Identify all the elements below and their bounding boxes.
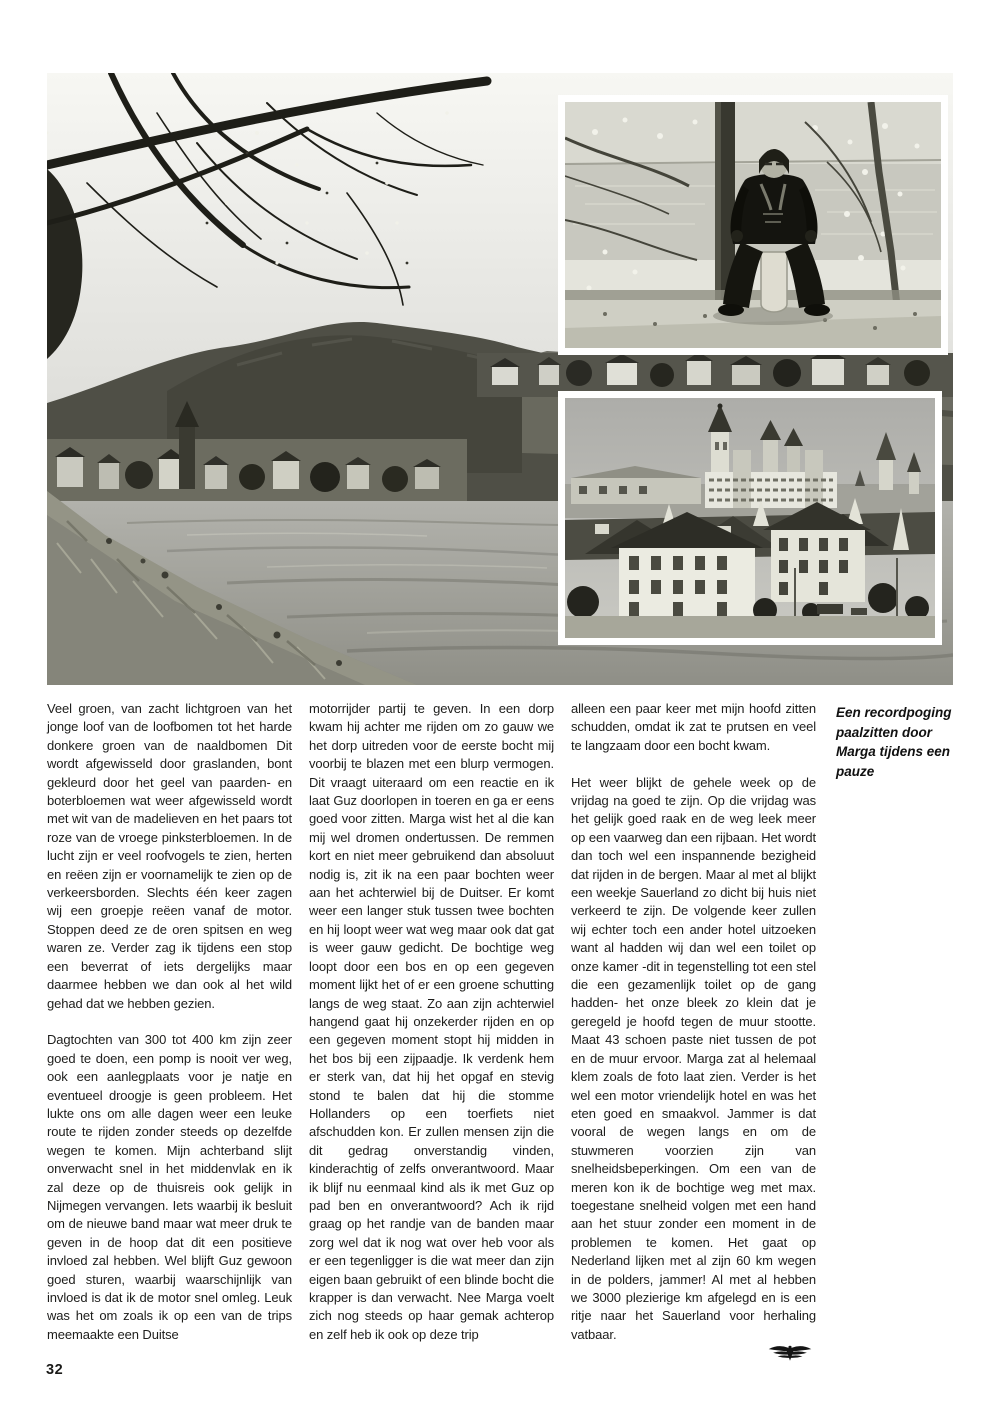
- marga-photo-art: [565, 102, 941, 348]
- page-number: 32: [46, 1362, 64, 1378]
- inset-photo-town: [558, 391, 942, 645]
- body-paragraph: Veel groen, van zacht lichtgroen van het jonge loof van de loofbomen tot het harde donkere groen van de naaldbomen Dit wordt afgewisseld door graslanden, bont gekleurd door het geel van paarden- en boterbloemen wat weer afgewisseld wordt met wit van de madelieven en het paars tot roze van de vroege pinksterbloemen. In de lucht zijn er veel roofvogels te zien, herten en reëen zijn er voornamelijk te zien op de verkeersborden. Slechts één keer zagen wij een groepje reëen vanaf de motor. Stoppen deed ze de oren spitsen en weg waren ze. Verder zag ik tijdens een stop een beverrat of iets dergelijks maar daarmee hebben we dan ook al het wild gehad dat we hebben gezien.: [47, 701, 292, 1011]
- town-photo-art: [565, 398, 935, 638]
- text-column-3: [571, 700, 816, 1362]
- body-paragraph: motorrijder partij te geven. In een dorp kwam hij achter me rijden om zo gauw we het dorp uitreden voor de eerste bocht mij voorbij te blazen met een blurp vermogen. Dit vraagt uiteraard om een reactie en ik laat Guz doorlopen in toeren en ga er eens goed voor zitten. Marga wist het al die kan mij wel dromen ondertussen. De remmen kort en niet meer gebruikend dan absoluut nodig is, zit ik na een paar bochten weer aan het achterwiel bij de Duitser. Er komt weer een langer stuk tussen twee bochten en hij loopt weer wat weg maar ook dat gat is weer gauw gedicht. De bochtige weg loopt door een bos en op een gegeven moment lijkt het of er een groene schutting langs de weg staat. Zo aan zijn achterwiel hangend gaat hij onzekerder rijden en op een gegeven moment stopt hij midden in het bos bij een zijpaadje. Ik verdenk hem er sterk van, dat hij het opgaf en stevig stond te balen dat hij die stomme Hollanders op een toerfiets niet afschudden kon. Er zullen mensen zijn die dit gedrag onverstandig vinden, kinderachtig of zelfs onverantwoord. Maar ik blijf nu eenmaal kind als ik met Guz op pad ben en onverantwoord? Ach ik rijd graag op het randje van de banden maar zorg wel dat ik nog wat over heb voor als er een tegenligger is die wat meer dan zijn eigen baan gebruikt of een blinde bocht die krapper is dan verwacht. Nee Marga voelt zich nog steeds op haar gemak achterop en zelf heb ik ook op deze trip: [309, 701, 554, 1342]
- long-building: [571, 478, 701, 504]
- body-paragraph: Het weer blijkt de gehele week op de vrijdag na goed te zijn. Op die vrijdag was het gelijk goed raak en de weg leek meer op een vaarweg dan een rijbaan. Het wordt dan toch wel een inspannende bezigheid dat rijden in de bergen. Maar al met al blijkt een weekje Sauerland zo dicht bij huis niet verkeerd te zijn. De volgende keer zullen wij echter toch een ander hotel uitzoeken want al hadden wij dan wel een toilet op onze kamer -dit in tegenstelling tot een stel die een gezamenlijk toilet op de gang hadden- het onze bleek zo klein dat je geregeld je hoofd tegen de muur stootte. Maat 43 schoen paste niet tussen de pot en de muur ervoor. Marga zat al helemaal klem zoals de foto laat zien. Verder is het wel een motor vriendelijk hotel en was het eten goed en smaakvol. Jammer is dat vooral de wegen langs en om de stuwmeren voorzien zijn van snelheidsbeperkingen. Om een van de meren kon ik de bochtige weg met max. toegestane snelheid volgen met een hand aan het stuur zonder een moment in de problemen te komen. Het gaat op Nederland lijken met al zijn 60 km wegen in de polders, jammer! Al met al hebben we 3000 plezierige km afgelegd en is een ritje naar het Sauerland voor herhaling vatbaar.: [571, 774, 816, 1342]
- far-bank-village-right: [477, 349, 953, 397]
- photo-collage: [0, 0, 1000, 700]
- body-paragraph: Dagtochten van 300 tot 400 km zijn zeer goed te doen, een pomp is nooit ver weg, ook een aanlegplaats voor je natje en eventueel droogje is geen probleem. Het lukte ons om alle dagen weer een leuke route te rijden zonder steeds op dezelfde wegen te komen. Mijn achterband slijt onverwacht snel in het middenvlak en ik zal deze op de thuisreis ook gelijk in Nijmegen vervangen. Iets waarbij ik besluit om de nieuwe band maar wat meer druk te geven in de hoop dat dit een positieve invloed zal hebben. Wel blijft Guz gewoon goed sturen, waarbij waarschijnlijk van invloed is dat ik de motor snel omleg. Leuk was het om zoals ik op een van de trips meemaakte een Duitse: [47, 1032, 292, 1342]
- article-end-mark: [571, 1342, 816, 1362]
- white-pole: [761, 252, 787, 312]
- text-column-1: [47, 700, 292, 1344]
- photo-caption: Een recordpoging paalzitten door Marga tijdens een pauze: [836, 705, 952, 779]
- town-ground: [565, 616, 935, 638]
- body-paragraph: alleen een paar keer met mijn hoofd zitten schudden, omdat ik zat te prutsen en veel te langzaam door een bocht kwam.: [571, 701, 816, 753]
- eagle-wings-logo-icon: [768, 1342, 812, 1362]
- text-column-2: [309, 700, 554, 1344]
- inset-photo-marga-pole: [558, 95, 948, 355]
- torso: [732, 174, 817, 244]
